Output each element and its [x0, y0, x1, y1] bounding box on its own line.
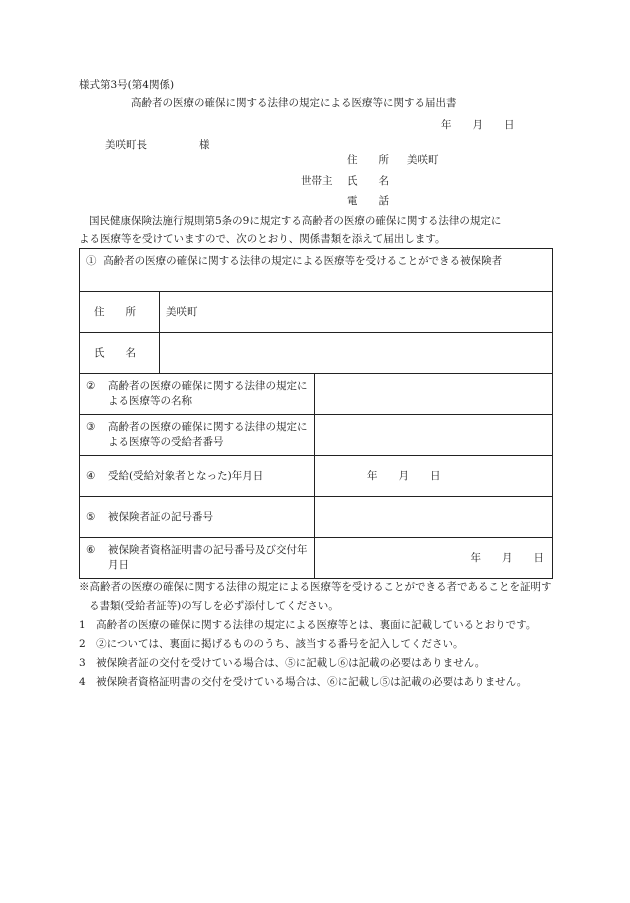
insured-name-field[interactable] — [160, 333, 553, 374]
intro-line-2: よる医療等を受けていますので、次のとおり、関係書類を添えて届出します。 — [79, 233, 446, 245]
insured-address-label: 住 所 — [80, 292, 160, 333]
row-label-4 — [80, 456, 315, 497]
notes — [79, 578, 555, 692]
insured-address-field[interactable]: 美咲町 — [160, 292, 553, 333]
row-text-6: 被保険者資格証明書の記号番号及び交付年月日 — [108, 544, 308, 571]
row-label-5 — [80, 497, 315, 538]
row-num-5: ⑤ — [86, 510, 96, 523]
insurance-card-number-field[interactable] — [315, 497, 553, 538]
row-text-2: 高齢者の医療の確保に関する法律の規定による医療等の名称 — [108, 380, 308, 407]
form-id: 様式第3号(第4関係) — [79, 79, 175, 91]
note-4: 4 被保険者資格証明書の交付を受けている場合は、⑥に記載し⑤は記載の必要はありません。 — [79, 676, 528, 688]
addressee-suffix: 様 — [199, 139, 210, 151]
applicant-address-label: 住 所 — [347, 154, 389, 166]
insured-header — [80, 249, 553, 292]
note-1: 1 高齢者の医療の確保に関する法律の規定による医療等とは、裏面に記載しているとおりです。 — [79, 619, 537, 631]
row-num-4: ④ — [86, 469, 96, 482]
intro-text — [79, 212, 555, 248]
receipt-date-field[interactable]: 年 月 日 — [315, 456, 553, 497]
note-3: 3 被保険者証の交付を受けている場合は、⑤に記載し⑥は記載の必要はありません。 — [79, 657, 486, 669]
applicant-prefix: 世帯主 — [301, 175, 333, 187]
date-line[interactable]: 年 月 日 — [441, 119, 515, 131]
row-label-2 — [80, 374, 315, 415]
insured-name-label: 氏 名 — [80, 333, 160, 374]
row-num-2: ② — [86, 380, 96, 392]
applicant-name-label: 氏 名 — [347, 175, 389, 187]
recipient-number-field[interactable] — [315, 415, 553, 456]
insured-header-num: ① — [86, 255, 97, 267]
notification-table — [79, 248, 553, 579]
row-num-3: ③ — [86, 421, 96, 433]
row-num-6: ⑥ — [86, 544, 96, 556]
row-text-3: 高齢者の医療の確保に関する法律の規定による医療等の受給者番号 — [108, 421, 308, 448]
certificate-number-field[interactable]: 年 月 日 — [315, 538, 553, 579]
applicant-tel-label: 電 話 — [347, 195, 389, 207]
medical-name-field[interactable] — [315, 374, 553, 415]
note-2: 2 ②については、裏面に掲げるもののうち、該当する番号を記入してください。 — [79, 638, 464, 650]
row-text-5: 被保険者証の記号番号 — [108, 510, 213, 523]
row-label-3 — [80, 415, 315, 456]
intro-line-1: 国民健康保険法施行規則第5条の9に規定する高齢者の医療の確保に関する法律の規定に — [89, 215, 502, 227]
document-title: 高齢者の医療の確保に関する法律の規定による医療等に関する届出書 — [131, 97, 457, 109]
addressee: 美咲町長 — [105, 139, 147, 151]
row-text-4: 受給(受給対象者となった)年月日 — [108, 469, 264, 482]
applicant-address-value[interactable]: 美咲町 — [407, 154, 439, 166]
note-asterisk: ※高齢者の医療の確保に関する法律の規定による医療等を受けることができる者であることを証明する書類(受給者証等)の写しを必ず添付してください。 — [79, 581, 552, 612]
insured-header-text: 高齢者の医療の確保に関する法律の規定による医療等を受けることができる被保険者 — [103, 255, 503, 267]
row-label-6 — [80, 538, 315, 579]
